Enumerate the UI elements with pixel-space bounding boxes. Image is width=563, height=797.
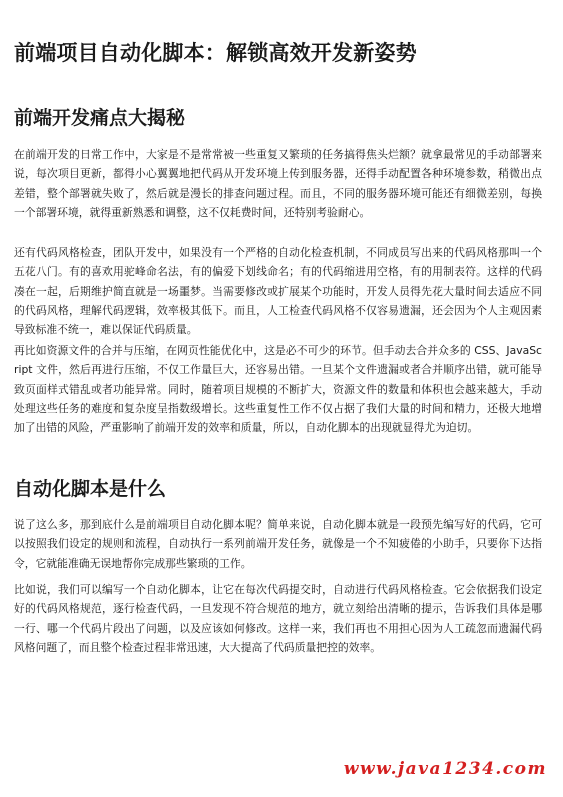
section-heading-what-is-script: 自动化脚本是什么 (14, 478, 167, 500)
section-heading-pain-points: 前端开发痛点大揭秘 (14, 107, 186, 129)
paragraph: 还有代码风格检查，团队开发中，如果没有一个严格的自动化检查机制，不同成员写出来的代码风格那叫一个五花八门。有的喜欢用驼峰命名法，有的偏爱下划线命名；有的代码缩进用空格，有的用制表符。这样的代码凑在一起，后期维护简直就是一场噩梦。当需要修改或扩展某个功能时，开发人员得先花大量时间去适应不同的代码风格，理解代码逻辑，效率极其低下。而且，人工检查代码风格不仅容易遗漏，还会因为个人主观因素导致标准不统一，难以保证代码质量。 (14, 246, 542, 337)
page-title: 前端项目自动化脚本：解锁高效开发新姿势 (14, 41, 417, 65)
watermark: www.java1234.com (343, 759, 547, 779)
paragraph: 再比如资源文件的合并与压缩，在网页性能优化中，这是必不可少的环节。但手动去合并众多的 CSS、JavaScript 文件，然后再进行压缩，不仅工作量巨大，还容易出错。一旦某个文件遗漏或者合并顺序出错，就可能导致页面样式错乱或者功能异常。同时，随着项目规模的不断扩大，资源文件的数量和体积也会越来越大，手动处理这些任务的难度和复杂度呈指数级增长。这些重复性工作不仅占据了我们大量的时间和精力，还极大地增加了出错的风险，严重影响了前端开发的效率和质量，所以，自动化脚本的出现就显得尤为迫切。 (14, 344, 542, 435)
paragraph: 比如说，我们可以编写一个自动化脚本，让它在每次代码提交时，自动进行代码风格检查。它会依据我们设定好的代码风格规范，逐行检查代码，一旦发现不符合规范的地方，就立刻给出清晰的提示，告诉我们具体是哪一行、哪一个代码片段出了问题，以及应该如何修改。这样一来，我们再也不用担心因为人工疏忽而遗漏代码风格问题了，而且整个检查过程非常迅速，大大提高了代码质量把控的效率。 (14, 583, 542, 654)
paragraph: 在前端开发的日常工作中，大家是不是常常被一些重复又繁琐的任务搞得焦头烂额？就拿最常见的手动部署来说，每次项目更新，都得小心翼翼地把代码从开发环境上传到服务器，还得手动配置各种环境参数，稍微出点差错，整个部署就失败了，然后就是漫长的排查问题过程。而且，不同的服务器环境可能还有细微差别，每换一个部署环境，就得重新熟悉和调整，这不仅耗费时间，还特别考验耐心。 (14, 148, 542, 219)
paragraph: 说了这么多，那到底什么是前端项目自动化脚本呢？简单来说，自动化脚本就是一段预先编写好的代码，它可以按照我们设定的规则和流程，自动执行一系列前端开发任务，就像是一个不知疲倦的小助手，只要你下达指令，它就能准确无误地帮你完成那些繁琐的工作。 (14, 518, 542, 570)
